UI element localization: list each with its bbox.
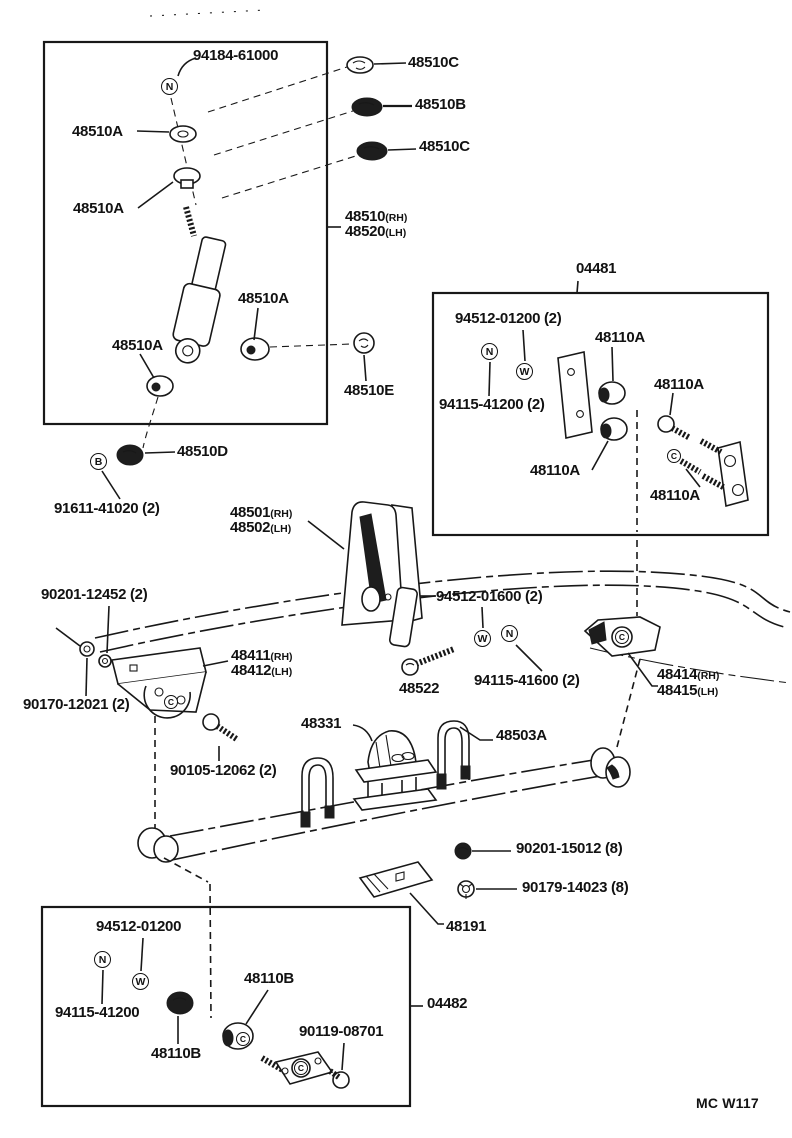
label-48412-lh: 48412(LH) [231, 662, 293, 679]
marker-c-icon: C [164, 695, 178, 709]
label-94115-41200-k1: 94115-41200 (2) [439, 396, 545, 413]
label-90201-15012: 90201-15012 (8) [516, 840, 623, 857]
label-48510e: 48510E [344, 382, 394, 399]
marker-c-icon: C [615, 630, 629, 644]
marker-washer-icon: W [516, 363, 533, 380]
marker-c-icon: C [294, 1061, 308, 1075]
label-48522: 48522 [399, 680, 440, 697]
marker-nut-icon: N [161, 78, 178, 95]
label-48110a-3: 48110A [530, 462, 580, 479]
label-48510d: 48510D [177, 443, 228, 460]
shock-kit-box [44, 42, 327, 424]
marker-nut-icon: N [501, 625, 518, 642]
label-94115-41600: 94115-41600 (2) [474, 672, 580, 689]
label-94512-01200-k2: 94512-01200 [96, 918, 182, 935]
label-48520-lh: 48520(LH) [345, 223, 407, 240]
marker-c-icon: C [236, 1032, 250, 1046]
marker-washer-icon: W [474, 630, 491, 647]
label-04481: 04481 [576, 260, 617, 277]
label-48501-rh: 48501(RH) [230, 504, 293, 521]
hardware-and-plate-drawing [360, 843, 517, 924]
label-04482: 04482 [427, 995, 468, 1012]
label-48414-rh: 48414(RH) [657, 666, 720, 683]
label-90119-08701: 90119-08701 [299, 1023, 384, 1040]
label-90170-12021: 90170-12021 (2) [23, 696, 130, 713]
shackle-kit-04481-drawing [489, 330, 748, 532]
tick-04481 [577, 281, 578, 293]
print-noise [150, 10, 265, 16]
label-48510c-2: 48510C [419, 138, 470, 155]
label-91611-41020: 91611-41020 (2) [54, 500, 160, 517]
u-bolts-and-bumper-drawing [301, 721, 493, 827]
label-48510a-1: 48510A [72, 123, 123, 140]
marker-c-icon: C [667, 449, 681, 463]
marker-nut-icon: N [94, 951, 111, 968]
label-48110b-2: 48110B [151, 1045, 201, 1062]
label-90201-12452: 90201-12452 (2) [41, 586, 148, 603]
marker-bolt-icon: B [90, 453, 107, 470]
marker-washer-icon: W [132, 973, 149, 990]
label-90105-12062: 90105-12062 (2) [170, 762, 277, 779]
label-48510c-1: 48510C [408, 54, 459, 71]
label-48110a-2: 48110A [654, 376, 704, 393]
marker-nut-icon: N [481, 343, 498, 360]
label-48110b-1: 48110B [244, 970, 294, 987]
hanger-bracket-48411-drawing [56, 606, 238, 830]
label-94512-01200-k1: 94512-01200 (2) [455, 310, 562, 327]
shock-absorber-drawing [102, 58, 374, 499]
label-94512-01600: 94512-01600 (2) [436, 588, 543, 605]
label-48510a-4: 48510A [112, 337, 163, 354]
grommet-stack-drawing [347, 57, 416, 160]
label-48411-rh: 48411(RH) [231, 647, 293, 664]
label-48331: 48331 [301, 715, 342, 732]
label-48191: 48191 [446, 918, 487, 935]
label-48510b: 48510B [415, 96, 466, 113]
label-48510-rh: 48510(RH) [345, 208, 408, 225]
label-48510a-2: 48510A [73, 200, 124, 217]
label-90179-14023: 90179-14023 (8) [522, 879, 629, 896]
label-48110a-4: 48110A [650, 487, 700, 504]
page-code: MC W117 [696, 1095, 759, 1111]
label-94115-41200-k2: 94115-41200 [55, 1004, 140, 1021]
label-48510a-3: 48510A [238, 290, 289, 307]
label-48415-lh: 48415(LH) [657, 682, 719, 699]
label-94184-61000: 94184-61000 [193, 47, 279, 64]
label-48110a-1: 48110A [595, 329, 645, 346]
label-48502-lh: 48502(LH) [230, 519, 292, 536]
label-48503a: 48503A [496, 727, 547, 744]
